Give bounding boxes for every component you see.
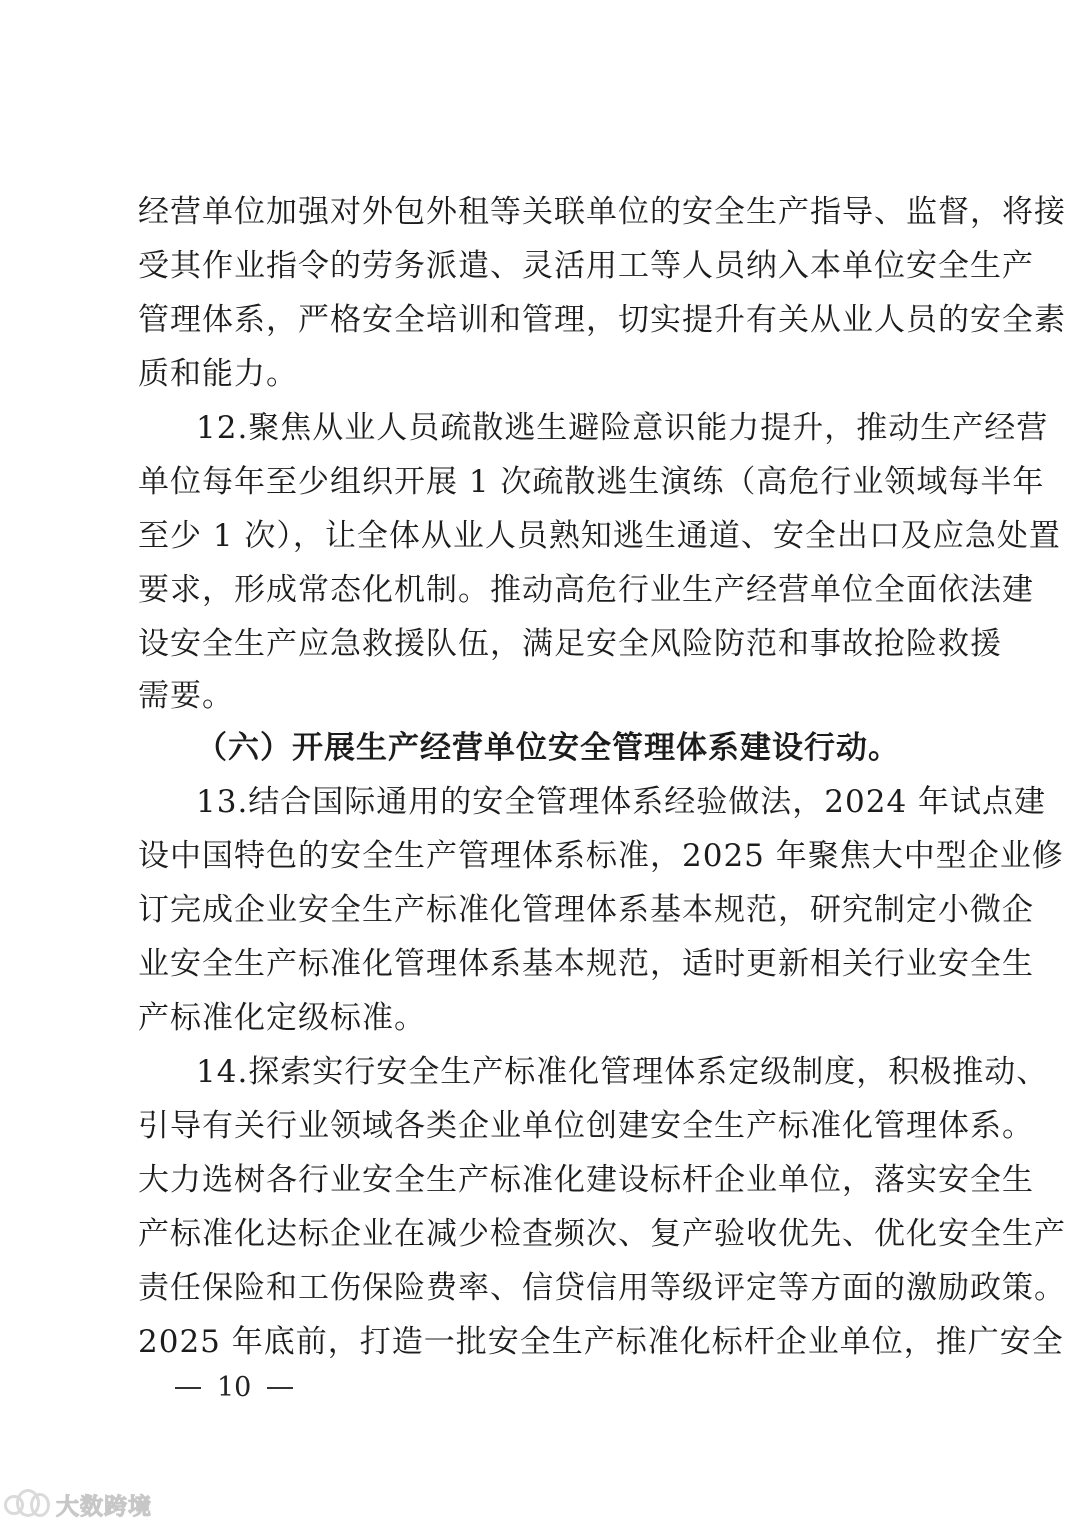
body-text-line: 受其作业指令的劳务派遣、灵活用工等人员纳入本单位安全生产 — [138, 248, 1034, 284]
body-text-line: 管理体系，严格安全培训和管理，切实提升有关从业人员的安全素 — [138, 302, 1066, 338]
footer-dash-right — [267, 1387, 293, 1389]
body-text-line: 业安全生产标准化管理体系基本规范，适时更新相关行业安全生 — [138, 946, 1034, 982]
watermark — [4, 1484, 152, 1524]
body-text-line: 产标准化达标企业在减少检查频次、复产验收优先、优化安全生产 — [138, 1216, 1066, 1252]
body-text-line: 单位每年至少组织开展 1 次疏散逃生演练（高危行业领域每半年 — [138, 464, 1045, 500]
item-14-first-line: 14.探索实行安全生产标准化管理体系定级制度，积极推动、 — [196, 1054, 1049, 1090]
body-text-line: 2025 年底前，打造一批安全生产标准化标杆企业单位，推广安全 — [138, 1324, 1064, 1360]
body-text-line: 经营单位加强对外包外租等关联单位的安全生产指导、监督，将接 — [138, 194, 1066, 230]
body-text-line: 需要。 — [138, 678, 234, 714]
body-text-line: 产标准化定级标准。 — [138, 1000, 426, 1036]
page-number: 10 — [217, 1372, 252, 1403]
footer-dash-left — [175, 1387, 201, 1389]
page-footer — [175, 1368, 293, 1408]
body-text-line: 质和能力。 — [138, 356, 298, 392]
body-text-line: 至少 1 次），让全体从业人员熟知逃生通道、安全出口及应急处置 — [138, 518, 1061, 554]
section-heading: （六）开展生产经营单位安全管理体系建设行动。 — [196, 730, 900, 766]
body-text-line: 责任保险和工伤保险费率、信贷信用等级评定等方面的激励政策。 — [138, 1270, 1066, 1306]
body-text-line: 设安全生产应急救援队伍，满足安全风险防范和事故抢险救援 — [138, 626, 1002, 662]
item-12-first-line: 12.聚焦从业人员疏散逃生避险意识能力提升，推动生产经营 — [196, 410, 1049, 446]
watermark-logo-icon — [4, 1487, 50, 1521]
body-text-line: 引导有关行业领域各类企业单位创建安全生产标准化管理体系。 — [138, 1108, 1034, 1144]
body-text-line: 要求，形成常态化机制。推动高危行业生产经营单位全面依法建 — [138, 572, 1034, 608]
item-13-first-line: 13.结合国际通用的安全管理体系经验做法，2024 年试点建 — [196, 784, 1047, 820]
body-text-line: 订完成企业安全生产标准化管理体系基本规范，研究制定小微企 — [138, 892, 1034, 928]
body-text-line: 大力选树各行业安全生产标准化建设标杆企业单位，落实安全生 — [138, 1162, 1034, 1198]
body-text-line: 设中国特色的安全生产管理体系标准，2025 年聚焦大中型企业修 — [138, 838, 1064, 874]
watermark-label: 大数跨境 — [56, 1493, 152, 1520]
